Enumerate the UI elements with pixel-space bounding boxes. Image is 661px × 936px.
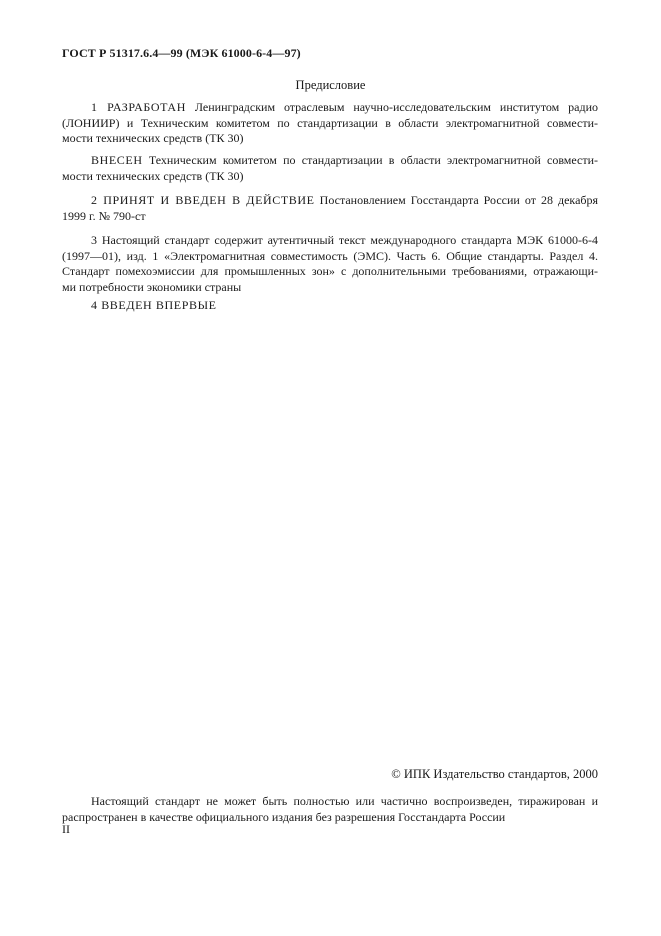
paragraph-line: мости технических средств (ТК 30) [62, 168, 244, 183]
paragraph-content [62, 233, 598, 295]
paragraph-lead: 1 РАЗРАБОТАН [91, 100, 186, 114]
notice-line: распространен в качестве официального издания без разрешения Госстандарта России [62, 809, 506, 824]
paragraph-text: Постановлением Госстандарта России от 28 декабря [319, 193, 599, 207]
paragraph-text: Ленинградским отраслевым научно-исследовательским институтом радио [194, 100, 599, 114]
paragraph-line: ми потребности экономики страны [62, 279, 242, 294]
paragraph-line: Стандарт помехоэмиссии для промышленных зон» с дополнительными требованиями, отражающи- [62, 264, 598, 279]
paragraph-line: (1997—01), изд. 1 «Электромагнитная совместимость (ЭМС). Часть 6. Общие стандарты. Раздел 4. [62, 248, 598, 263]
paragraph-lead: 2 ПРИНЯТ И ВВЕДЕН В ДЕЙСТВИЕ [91, 193, 315, 207]
paragraph-line: 3 Настоящий стандарт содержит аутентичный текст международного стандарта МЭК 61000-6-4 [91, 233, 598, 247]
paragraph-line [62, 100, 598, 116]
document-header-code: ГОСТ Р 51317.6.4—99 (МЭК 61000-6-4—97) [62, 46, 301, 60]
notice-line: Настоящий стандарт не может быть полностью или частично воспроизведен, тиражирован и [91, 794, 598, 808]
paragraph-line: (ЛОНИИР) и Техническим комитетом по стандартизации в области электромагнитной совмести- [62, 115, 598, 130]
paragraph-text: Техническим комитетом по стандартизации в области электромагнитной совмести- [148, 153, 599, 167]
copyright-notice [62, 794, 598, 825]
page-title: Предисловие [295, 78, 366, 92]
paragraph-line: 1999 г. № 790-ст [62, 208, 146, 223]
paragraph-adopted [62, 193, 598, 224]
paragraph-line [62, 298, 598, 314]
paragraph-introduced [62, 153, 598, 184]
paragraph-line [62, 153, 598, 169]
copyright-line: © ИПК Издательство стандартов, 2000 [391, 767, 598, 781]
paragraph-developed [62, 100, 598, 147]
paragraph-lead: 4 ВВЕДЕН ВПЕРВЫЕ [91, 298, 217, 312]
paragraph-first-introduced [62, 298, 598, 314]
paragraph-line [62, 193, 598, 209]
paragraph-line: мости технических средств (ТК 30) [62, 131, 244, 146]
page-number: II [62, 822, 70, 836]
paragraph-lead: ВНЕСЕН [91, 153, 143, 167]
